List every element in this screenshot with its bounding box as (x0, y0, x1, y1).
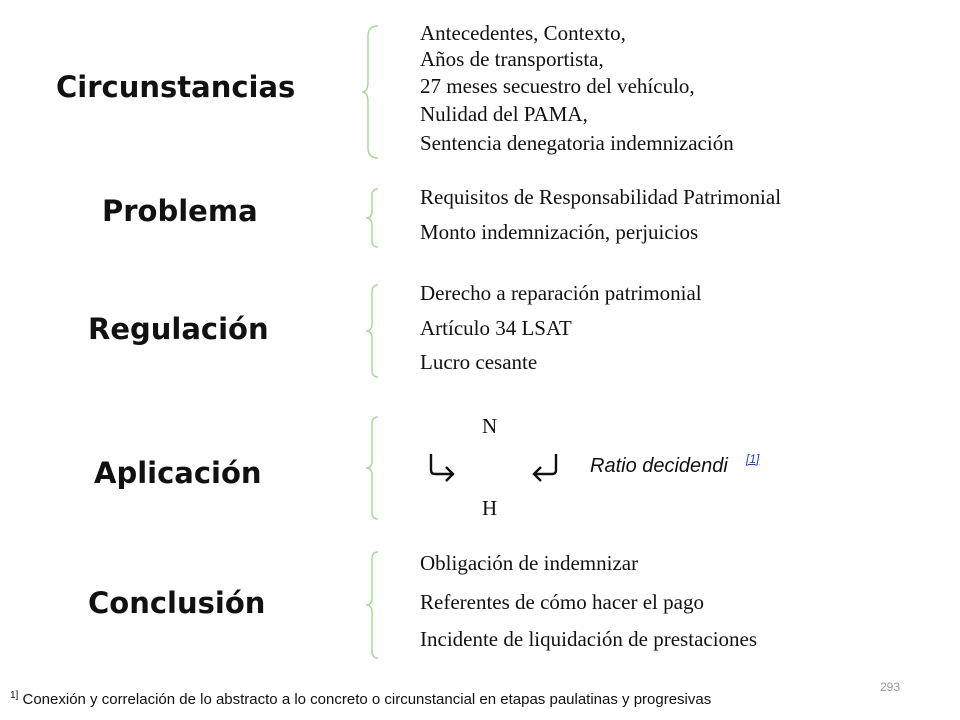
circunstancias-item: Sentencia denegatoria indemnización (420, 131, 734, 155)
brace-conclusion (364, 550, 382, 660)
page-number: 293 (880, 680, 901, 694)
footnote-text: Conexión y correlación de lo abstracto a lo concreto o circunstancial en etapas paulatinas y progresivas (18, 691, 712, 708)
circunstancias-item: Años de transportista, (420, 47, 604, 71)
heading-aplicacion: Aplicación (94, 456, 262, 490)
letter-h: H (482, 496, 498, 520)
circunstancias-item: Antecedentes, Contexto, (420, 21, 626, 45)
footnote-ref-link[interactable]: [1] (746, 452, 760, 466)
brace-problema (364, 187, 382, 249)
letter-n: N (482, 414, 498, 438)
regulacion-item: Lucro cesante (420, 350, 538, 374)
brace-aplicacion (364, 415, 382, 521)
heading-regulacion: Regulación (88, 312, 269, 346)
hook-arrow-down-right-icon (423, 450, 459, 484)
heading-conclusion: Conclusión (88, 586, 266, 620)
regulacion-item: Artículo 34 LSAT (420, 316, 572, 340)
conclusion-item: Obligación de indemnizar (420, 551, 639, 575)
brace-regulacion (364, 283, 382, 379)
brace-circunstancias (360, 24, 382, 160)
heading-problema: Problema (102, 194, 258, 228)
problema-item: Monto indemnización, perjuicios (420, 220, 699, 244)
problema-item: Requisitos de Responsabilidad Patrimonial (420, 185, 782, 209)
circunstancias-item: Nulidad del PAMA, (420, 102, 588, 126)
regulacion-item: Derecho a reparación patrimonial (420, 281, 702, 305)
conclusion-item: Referentes de cómo hacer el pago (420, 590, 704, 614)
footnote-marker: 1] (10, 690, 19, 701)
circunstancias-item: 27 meses secuestro del vehículo, (420, 74, 695, 98)
footnote (10, 690, 711, 708)
ratio-decidendi-label: Ratio decidendi (590, 455, 728, 477)
hook-arrow-down-left-icon (528, 450, 564, 484)
conclusion-item: Incidente de liquidación de prestaciones (420, 627, 758, 651)
heading-circunstancias: Circunstancias (56, 70, 296, 104)
